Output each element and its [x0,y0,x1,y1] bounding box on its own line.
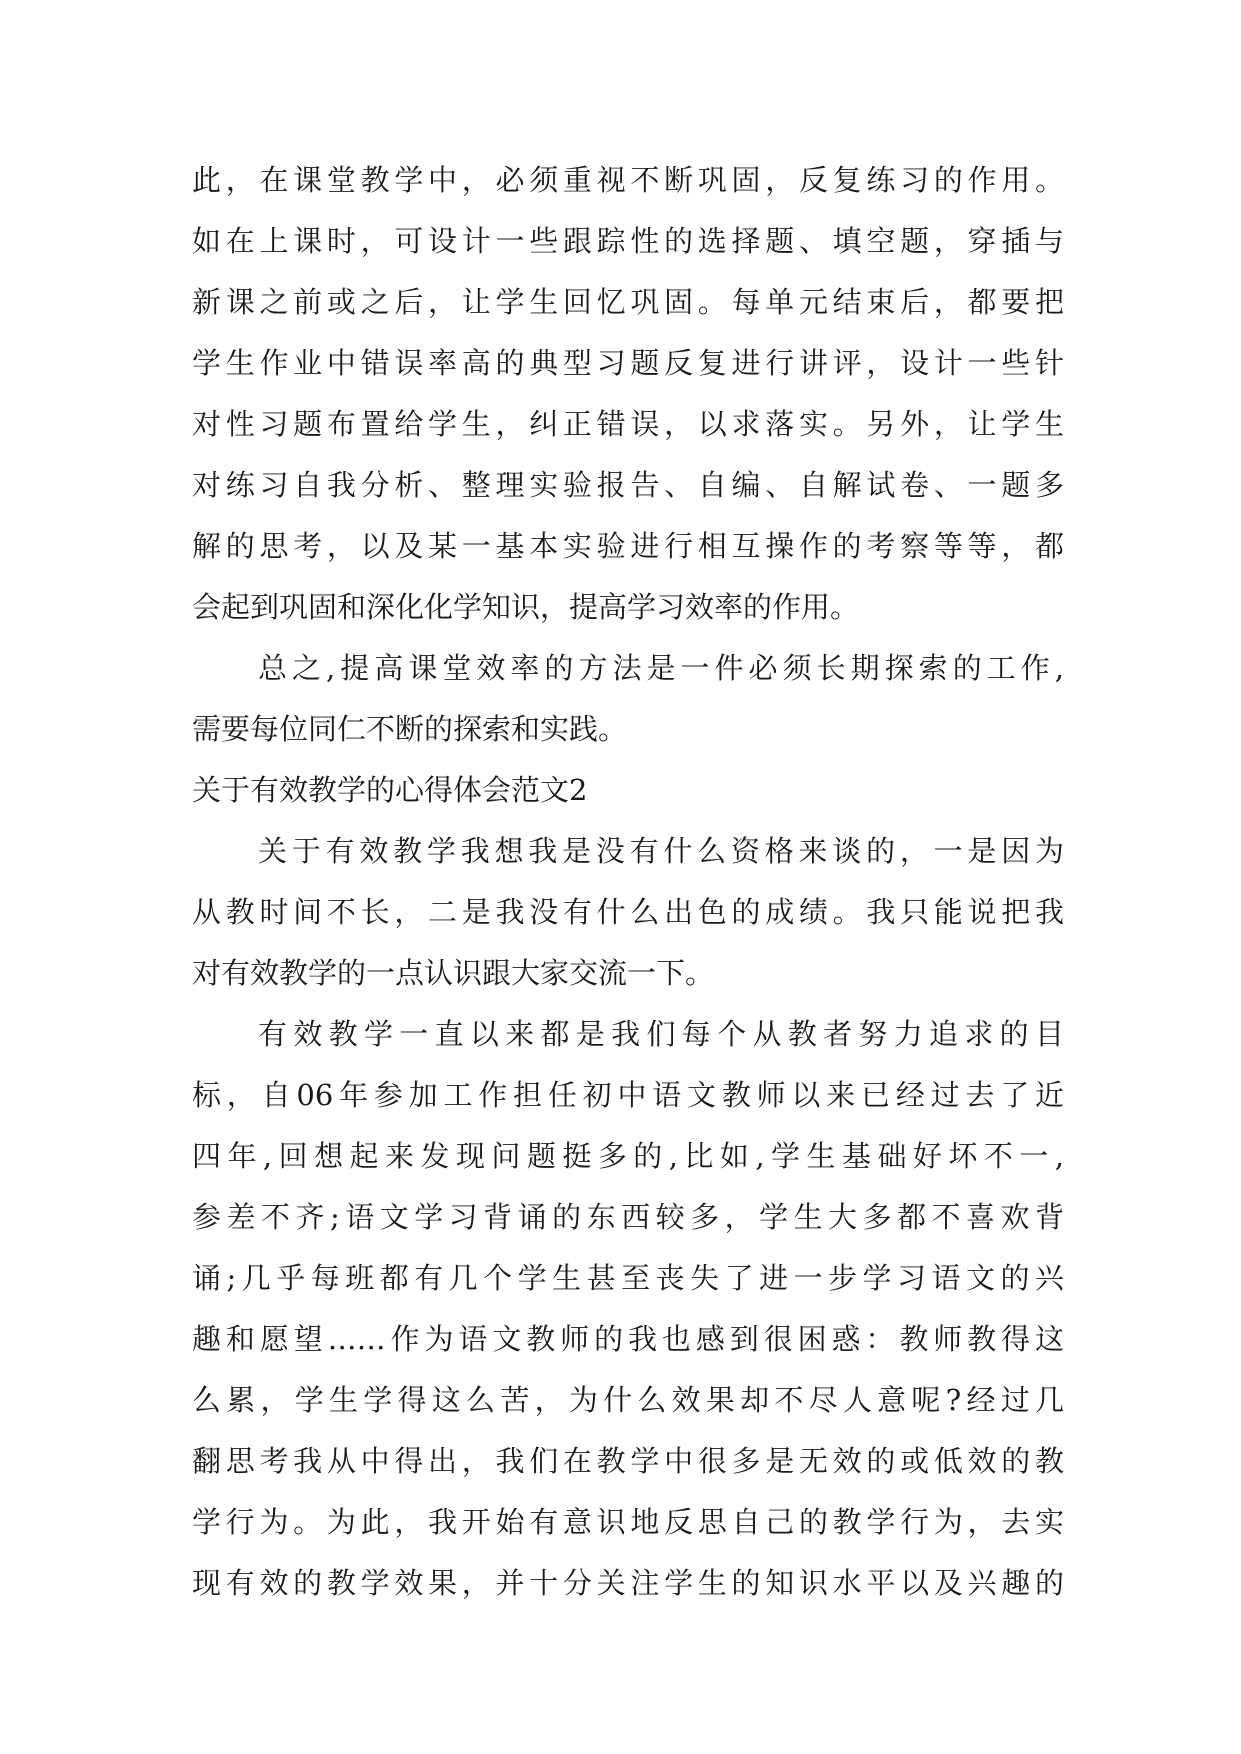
paragraph-line: 此，在课堂教学中，必须重视不断巩固，反复练习的作用。 [192,163,1064,197]
paragraph-line: 标，自06年参加工作担任初中语文教师以来已经过去了近 [192,1078,1064,1112]
paragraph-line: 会起到巩固和深化化学知识，提高学习效率的作用。 [192,590,860,624]
document-page [192,150,1064,1614]
paragraph-line: 总之,提高课堂效率的方法是一件必须长期探索的工作, [258,651,1064,685]
paragraph-line: 有效教学一直以来都是我们每个从教者努力追求的目 [258,1017,1064,1051]
paragraph-line: 从教时间不长，二是我没有什么出色的成绩。我只能说把我 [192,895,1064,929]
paragraph-line: 四年,回想起来发现问题挺多的,比如,学生基础好坏不一, [192,1139,1064,1173]
paragraph-line: 对练习自我分析、整理实验报告、自编、自解试卷、一题多 [192,468,1064,502]
paragraph-line: 解的思考，以及某一基本实验进行相互操作的考察等等，都 [192,529,1064,563]
paragraph-line: 趣和愿望……作为语文教师的我也感到很困惑：教师教得这 [192,1322,1064,1356]
paragraph-line: 翻思考我从中得出，我们在教学中很多是无效的或低效的教 [192,1444,1064,1478]
paragraph-line: 么累，学生学得这么苦，为什么效果却不尽人意呢?经过几 [192,1383,1064,1417]
paragraph-line: 需要每位同仁不断的探索和实践。 [192,712,628,746]
paragraph-line: 关于有效教学我想我是没有什么资格来谈的，一是因为 [258,834,1064,868]
paragraph-line: 如在上课时，可设计一些跟踪性的选择题、填空题，穿插与 [192,224,1064,258]
paragraph-line: 学行为。为此，我开始有意识地反思自己的教学行为，去实 [192,1505,1064,1539]
paragraph-line: 对有效教学的一点认识跟大家交流一下。 [192,956,715,990]
section-heading: 关于有效教学的心得体会范文2 [192,773,588,807]
paragraph-line: 对性习题布置给学生，纠正错误，以求落实。另外，让学生 [192,407,1064,441]
paragraph-line: 新课之前或之后，让学生回忆巩固。每单元结束后，都要把 [192,285,1064,319]
paragraph-line: 现有效的教学效果，并十分关注学生的知识水平以及兴趣的 [192,1566,1064,1600]
paragraph-line: 诵;几乎每班都有几个学生甚至丧失了进一步学习语文的兴 [192,1261,1064,1295]
paragraph-line: 学生作业中错误率高的典型习题反复进行讲评，设计一些针 [192,346,1064,380]
paragraph-line: 参差不齐;语文学习背诵的东西较多，学生大多都不喜欢背 [192,1200,1064,1234]
